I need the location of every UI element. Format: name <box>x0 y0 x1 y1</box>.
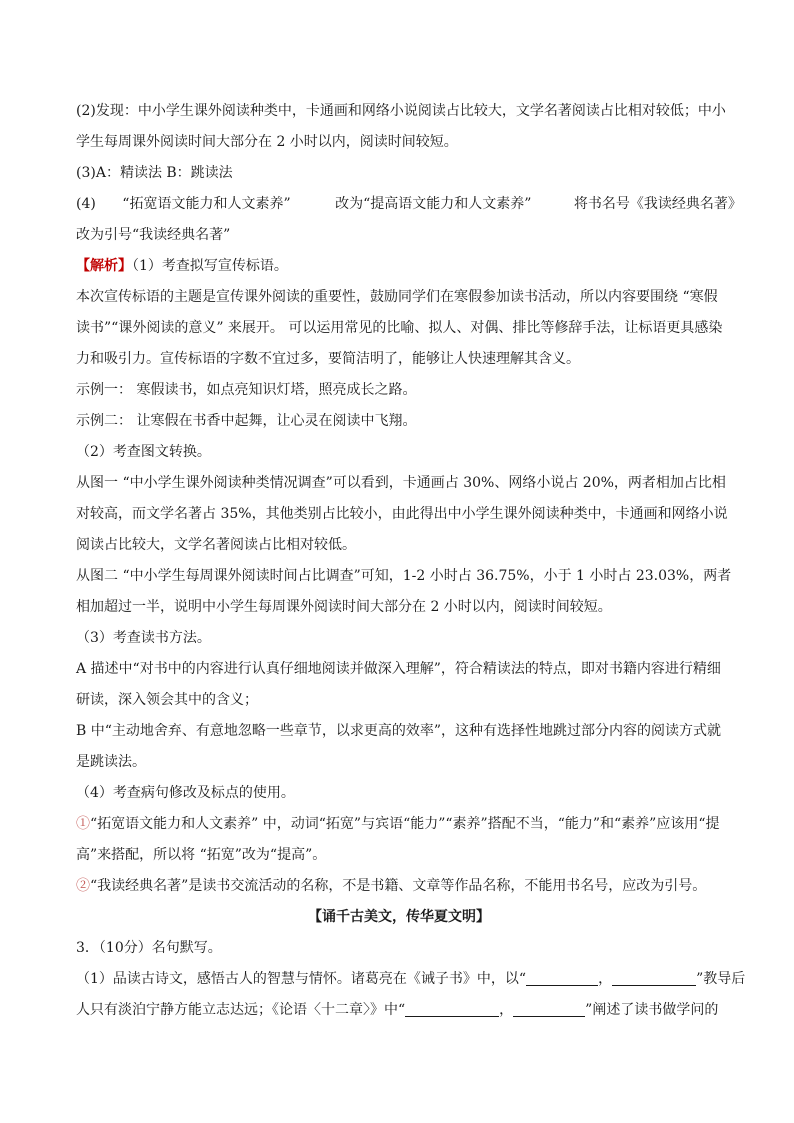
analysis-q4-heading: （4）考查病句修改及标点的使用。 <box>76 785 295 801</box>
question-3-text-1b: ”教导后 <box>696 971 746 987</box>
analysis-q4-text-3: “我读经典名著”是读书交流活动的名称，不是书籍、文章等作品名称，不能用书名号，应改为引号。 <box>90 878 707 894</box>
question-3-line-2 <box>76 995 722 1026</box>
analysis-q2-line-2: 对较高，而文学名著占 35%，其他类别占比较小，由此得出中小学生课外阅读种类中，卡通画和网络小说 <box>76 506 728 522</box>
question-3-text-1a: （1）品读古诗文，感悟古人的智慧与情怀。诸葛亮在《诫子书》中，以“ <box>76 971 527 987</box>
question-3-sep-2: ， <box>499 1002 514 1018</box>
fill-blank-3[interactable] <box>405 1000 499 1017</box>
answer-4-line-1 <box>76 189 742 220</box>
question-3-heading: 3．（10分）名句默写。 <box>76 940 222 956</box>
analysis-q4-line-2: 高”来搭配，所以将 “拓宽”改为“提高”。 <box>76 847 327 863</box>
analysis-q3-line-4: 是跳读法。 <box>76 754 146 770</box>
fill-blank-2[interactable] <box>612 969 696 986</box>
analysis-q1-line-2: 读书”“课外阅读的意义” 来展开。 可以运用常见的比喻、拟人、对偶、排比等修辞手法，让标语更具感染 <box>76 320 723 336</box>
analysis-q1-example-1: 示例一： 寒假读书，如点亮知识灯塔，照亮成长之路。 <box>76 382 417 398</box>
question-3-text-2a: 人只有淡泊宁静方能立志达远；《论语〈十二章〉》中“ <box>76 1002 406 1018</box>
section-title: 【诵千古美文，传华夏文明】 <box>308 909 490 925</box>
question-3-sep-1: ， <box>598 971 613 987</box>
answer-4-line-2: 改为引号“我读经典名著” <box>76 227 231 243</box>
analysis-q1-title: （1）考查拟写宣传标语。 <box>132 258 288 274</box>
answer-2-line-1: (2)发现：中小学生课外阅读种类中，卡通画和网络小说阅读占比较大，文学名著阅读占比相对较低；中小 <box>76 103 726 119</box>
question-3-line-1 <box>76 964 746 995</box>
analysis-q1-heading <box>76 251 722 282</box>
fill-blank-1[interactable] <box>526 969 598 986</box>
analysis-q3-line-3: B 中“主动地舍弃、有意地忽略一些章节，以求更高的效率”，这种有选择性地跳过部分内容的阅读方式就 <box>76 723 722 739</box>
analysis-tag: 【解析】 <box>76 258 132 274</box>
analysis-q2-line-3: 阅读占比较大，文学名著阅读占比相对较低。 <box>76 537 356 553</box>
answer-4-part-3: 将书名号《我读经典名著》 <box>573 196 742 212</box>
analysis-q2-line-1: 从图一 “中小学生课外阅读种类情况调查”可以看到，卡通画占 30%、网络小说占 20%，两者相加占比相 <box>76 475 726 491</box>
circled-two-marker: ② <box>76 878 90 894</box>
analysis-q3-heading: （3）考查读书方法。 <box>76 630 211 646</box>
analysis-q2-heading: （2）考查图文转换。 <box>76 444 211 460</box>
analysis-q3-line-1: A 描述中“对书中的内容进行认真仔细地阅读并做深入理解”，符合精读法的特点，即对书籍内容进行精细 <box>76 661 721 677</box>
analysis-q4-line-1 <box>76 809 722 840</box>
circled-one-marker: ① <box>76 816 90 832</box>
analysis-q1-example-2: 示例二： 让寒假在书香中起舞，让心灵在阅读中飞翔。 <box>76 413 417 429</box>
analysis-q4-line-3 <box>76 871 722 902</box>
analysis-q3-line-2: 研读，深入领会其中的含义； <box>76 692 258 708</box>
question-3-text-2b: ”阐述了读书做学问的 <box>585 1002 719 1018</box>
answer-4-part-1: “拓宽语文能力和人文素养” <box>122 196 291 212</box>
fill-blank-4[interactable] <box>513 1000 585 1017</box>
answer-2-line-2: 学生每周课外阅读时间大部分在 2 小时以内，阅读时间较短。 <box>76 134 458 150</box>
analysis-q2-line-4: 从图二 “中小学生每周课外阅读时间占比调查”可知，1-2 小时占 36.75%，小于 1 小时占 23.03%，两者 <box>76 568 732 584</box>
answer-4-number: (4) <box>76 196 96 212</box>
analysis-q1-line-3: 力和吸引力。宣传标语的字数不宜过多，要简洁明了，能够让人快速理解其含义。 <box>76 351 580 367</box>
analysis-q1-line-1: 本次宣传标语的主题是宣传课外阅读的重要性，鼓励同学们在寒假参加读书活动，所以内容要围绕 “寒假 <box>76 289 718 305</box>
analysis-q2-line-5: 相加超过一半，说明中小学生每周课外阅读时间大部分在 2 小时以内，阅读时间较短。 <box>76 599 612 615</box>
analysis-q4-text-1: “拓宽语文能力和人文素养” 中，动词“拓宽”与宾语“能力”“素养”搭配不当，“能力”和“素养”应该用“提 <box>90 816 720 832</box>
answer-4-part-2: 改为“提高语文能力和人文素养” <box>335 196 532 212</box>
answer-3: (3)A：精读法 B：跳读法 <box>76 165 233 181</box>
